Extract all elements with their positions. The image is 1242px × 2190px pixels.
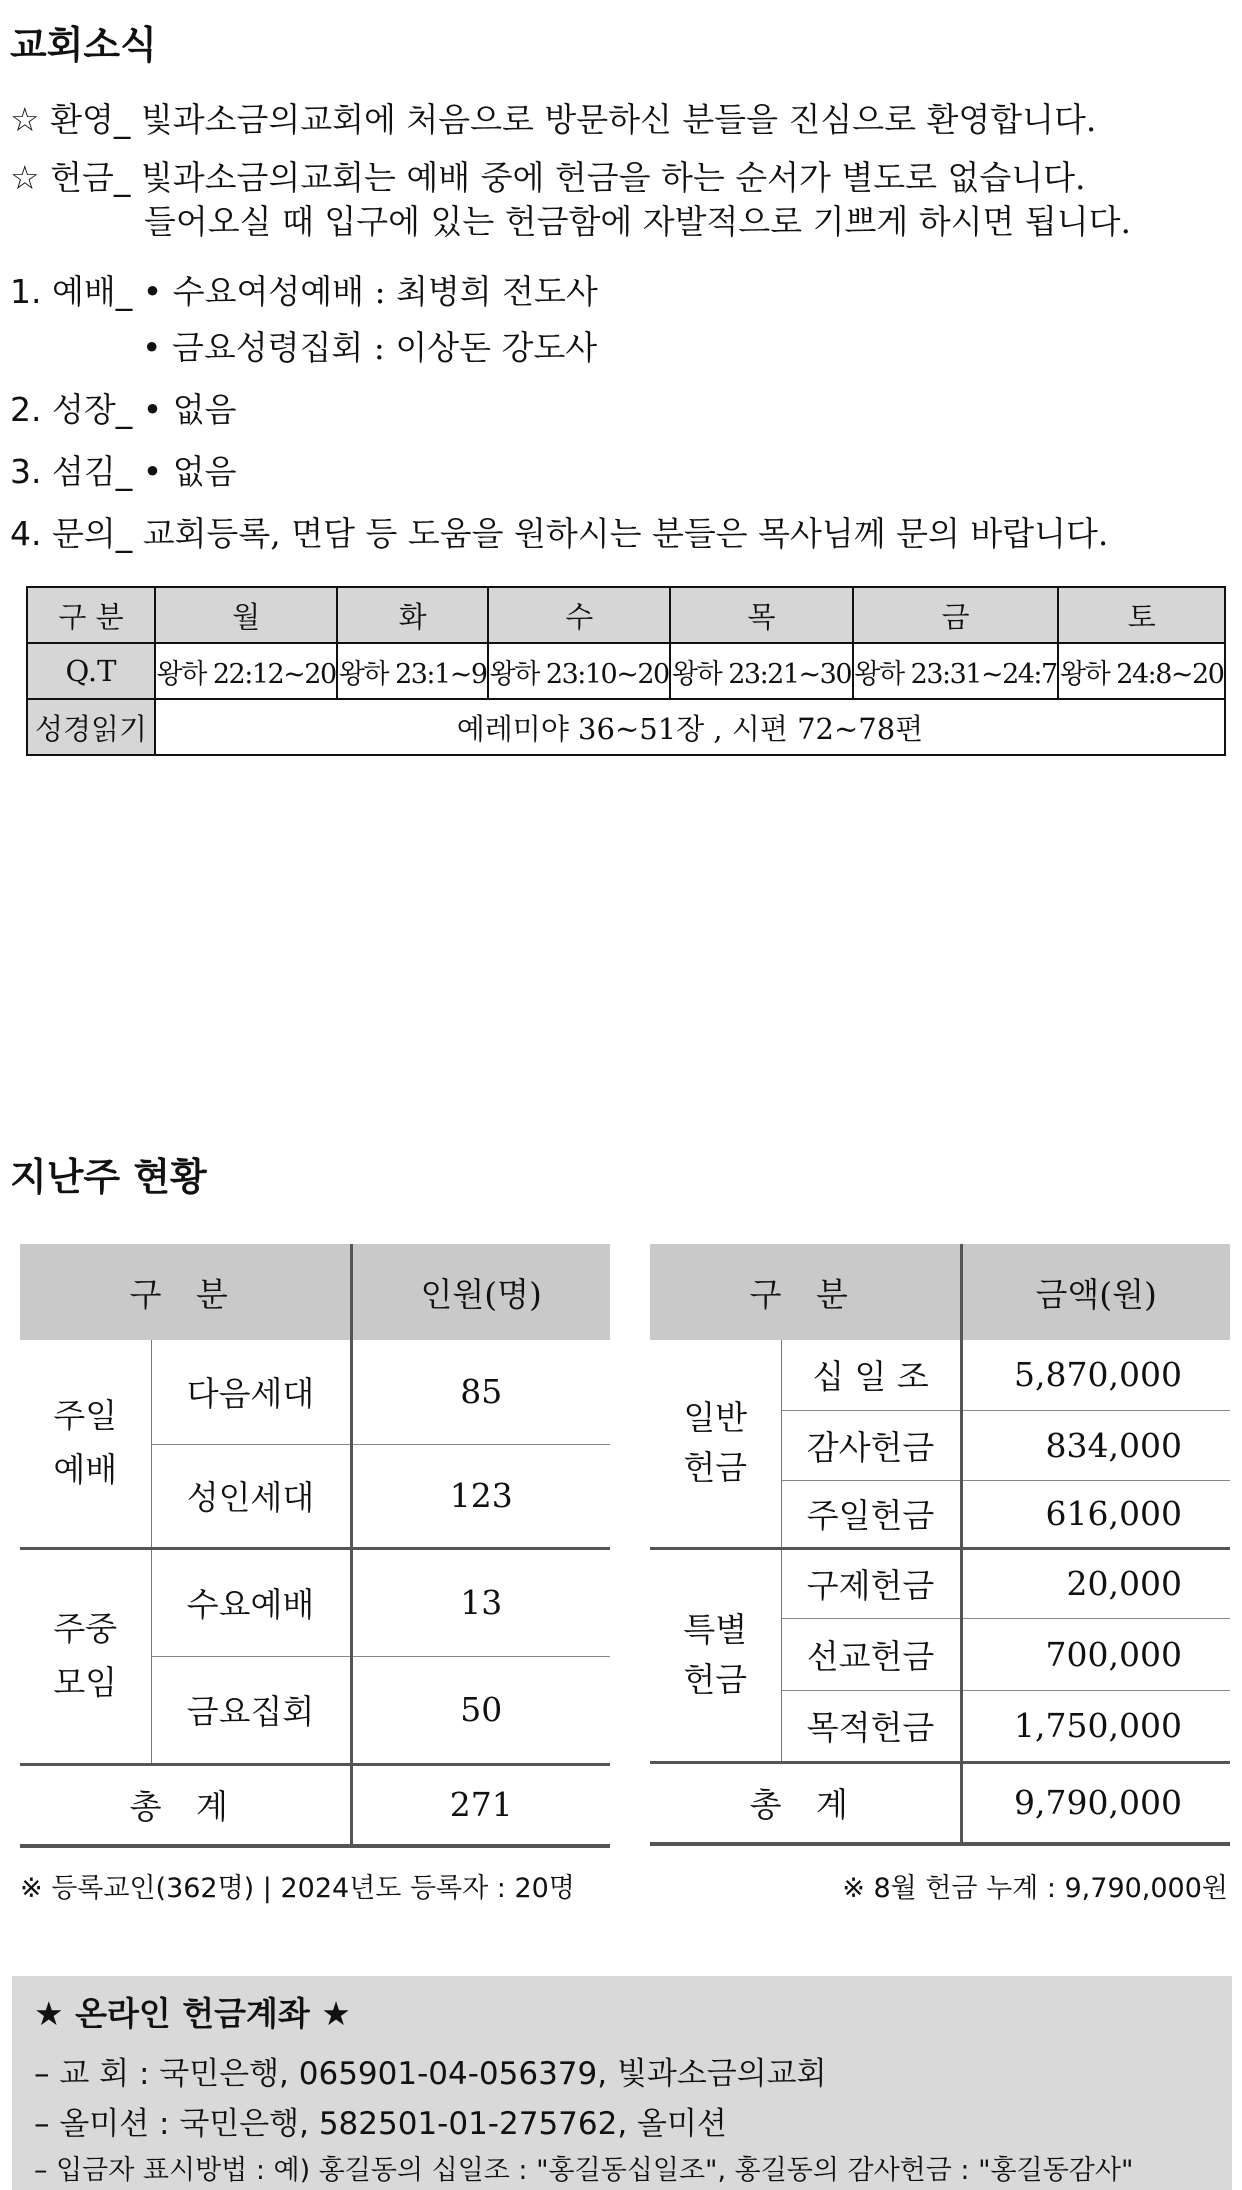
attendance-header-count: 인원(명) bbox=[351, 1244, 610, 1340]
attendance-row-label: 금요집회 bbox=[151, 1656, 351, 1764]
schedule-qt-row bbox=[27, 643, 1225, 699]
offering-row-value: 20,000 bbox=[961, 1548, 1230, 1618]
schedule-bible-row bbox=[27, 699, 1225, 755]
offering-text-2: 들어오실 때 입구에 있는 헌금함에 자발적으로 기쁘게 하시면 됩니다. bbox=[144, 202, 1131, 241]
table-row bbox=[20, 1340, 610, 1444]
schedule-header-cell: 월 bbox=[155, 587, 337, 643]
bible-label: 성경읽기 bbox=[27, 699, 155, 755]
worship-item-2: • 금요성령집회 : 이상돈 강도사 bbox=[142, 328, 598, 367]
table-row bbox=[20, 1548, 610, 1656]
qt-cell: 왕하 22:12~20 bbox=[155, 643, 337, 699]
schedule-table bbox=[26, 586, 1226, 756]
offering-total-label: 총 계 bbox=[650, 1762, 961, 1844]
attendance-row-label: 수요예배 bbox=[151, 1548, 351, 1656]
offering-header-row bbox=[650, 1244, 1230, 1340]
qt-cell: 왕하 23:10~20 bbox=[488, 643, 670, 699]
offering-row-label: 구제헌금 bbox=[781, 1548, 961, 1618]
offering-total-value: 9,790,000 bbox=[961, 1762, 1230, 1844]
inquiry-label: 4. 문의_ bbox=[10, 514, 133, 553]
qt-cell: 왕하 24:8~20 bbox=[1058, 643, 1225, 699]
online-offering-title: ★ 온라인 헌금계좌 ★ bbox=[34, 1994, 351, 2033]
depositor-name-guide: – 입금자 표시방법 : 예) 홍길동의 십일조 : "홍길동십일조", 홍길동의 감사헌금 : "홍길동감사" bbox=[34, 2155, 1134, 2186]
attendance-row-label: 다음세대 bbox=[151, 1340, 351, 1444]
worship-line bbox=[10, 266, 598, 313]
offering-row-label: 주일헌금 bbox=[781, 1480, 961, 1548]
table-row bbox=[650, 1340, 1230, 1410]
qt-cell: 왕하 23:21~30 bbox=[670, 643, 852, 699]
registered-members-note: ※ 등록교인(362명) | 2024년도 등록자 : 20명 bbox=[20, 1873, 575, 1904]
attendance-group-2: 주중 모임 bbox=[20, 1548, 151, 1764]
attendance-header-row bbox=[20, 1244, 610, 1340]
attendance-row-value: 123 bbox=[351, 1444, 610, 1548]
attendance-group-1: 주일 예배 bbox=[20, 1340, 151, 1548]
welcome-label: ☆ 환영_ bbox=[10, 100, 131, 139]
schedule-header-cell: 수 bbox=[488, 587, 670, 643]
offering-line bbox=[10, 152, 1085, 199]
bible-text: 예레미야 36~51장 , 시편 72~78편 bbox=[155, 699, 1225, 755]
offering-row-value: 834,000 bbox=[961, 1410, 1230, 1480]
attendance-total-value: 271 bbox=[351, 1764, 610, 1846]
offering-total-row bbox=[650, 1762, 1230, 1844]
schedule-header-cell: 화 bbox=[337, 587, 488, 643]
schedule-header-cell: 목 bbox=[670, 587, 852, 643]
service-text: • 없음 bbox=[142, 452, 237, 491]
offering-header-amount: 금액(원) bbox=[961, 1244, 1230, 1340]
offering-group-2: 특별 헌금 bbox=[650, 1548, 781, 1762]
table-row bbox=[650, 1548, 1230, 1618]
worship-label: 1. 예배_ bbox=[10, 272, 133, 311]
offering-row-label: 감사헌금 bbox=[781, 1410, 961, 1480]
growth-text: • 없음 bbox=[142, 390, 237, 429]
offering-row-value: 616,000 bbox=[961, 1480, 1230, 1548]
schedule-header-cell: 구 분 bbox=[27, 587, 155, 643]
offering-label: ☆ 헌금_ bbox=[10, 158, 131, 197]
offering-row-label: 선교헌금 bbox=[781, 1618, 961, 1690]
offering-row-value: 1,750,000 bbox=[961, 1690, 1230, 1762]
allmission-account-line: – 올미션 : 국민은행, 582501-01-275762, 올미션 bbox=[34, 2106, 727, 2142]
attendance-row-value: 85 bbox=[351, 1340, 610, 1444]
offering-table bbox=[650, 1244, 1230, 1846]
attendance-total-label: 총 계 bbox=[20, 1764, 351, 1846]
schedule-header-row bbox=[27, 587, 1225, 643]
news-title: 교회소식 bbox=[10, 23, 157, 67]
service-line bbox=[10, 446, 236, 493]
growth-label: 2. 성장_ bbox=[10, 390, 133, 429]
offering-accumulated-note: ※ 8월 헌금 누계 : 9,790,000원 bbox=[842, 1873, 1228, 1904]
attendance-row-value: 50 bbox=[351, 1656, 610, 1764]
inquiry-line bbox=[10, 508, 1108, 555]
growth-line bbox=[10, 384, 236, 431]
service-label: 3. 섬김_ bbox=[10, 452, 133, 491]
offering-row-label: 십 일 조 bbox=[781, 1340, 961, 1410]
attendance-row-value: 13 bbox=[351, 1548, 610, 1656]
offering-row-value: 5,870,000 bbox=[961, 1340, 1230, 1410]
offering-text-1: 빛과소금의교회는 예배 중에 헌금을 하는 순서가 별도로 없습니다. bbox=[140, 158, 1086, 197]
attendance-total-row bbox=[20, 1764, 610, 1846]
qt-cell: 왕하 23:1~9 bbox=[337, 643, 488, 699]
worship-item-1: • 수요여성예배 : 최병희 전도사 bbox=[142, 272, 598, 311]
offering-group-1: 일반 헌금 bbox=[650, 1340, 781, 1548]
welcome-line bbox=[10, 94, 1096, 141]
church-account-line: – 교 회 : 국민은행, 065901-04-056379, 빛과소금의교회 bbox=[34, 2056, 827, 2092]
qt-label: Q.T bbox=[27, 643, 155, 699]
inquiry-text: 교회등록, 면담 등 도움을 원하시는 분들은 목사님께 문의 바랍니다. bbox=[142, 514, 1109, 553]
offering-row-label: 목적헌금 bbox=[781, 1690, 961, 1762]
online-offering-box bbox=[12, 1976, 1232, 2190]
schedule-header-cell: 토 bbox=[1058, 587, 1225, 643]
attendance-header-category: 구 분 bbox=[20, 1244, 351, 1340]
schedule-header-cell: 금 bbox=[853, 587, 1059, 643]
qt-cell: 왕하 23:31~24:7 bbox=[853, 643, 1059, 699]
welcome-text: 빛과소금의교회에 처음으로 방문하신 분들을 진심으로 환영합니다. bbox=[140, 100, 1097, 139]
offering-header-category: 구 분 bbox=[650, 1244, 961, 1340]
stats-title: 지난주 현황 bbox=[10, 1155, 207, 1199]
attendance-row-label: 성인세대 bbox=[151, 1444, 351, 1548]
offering-row-value: 700,000 bbox=[961, 1618, 1230, 1690]
attendance-table bbox=[20, 1244, 610, 1848]
